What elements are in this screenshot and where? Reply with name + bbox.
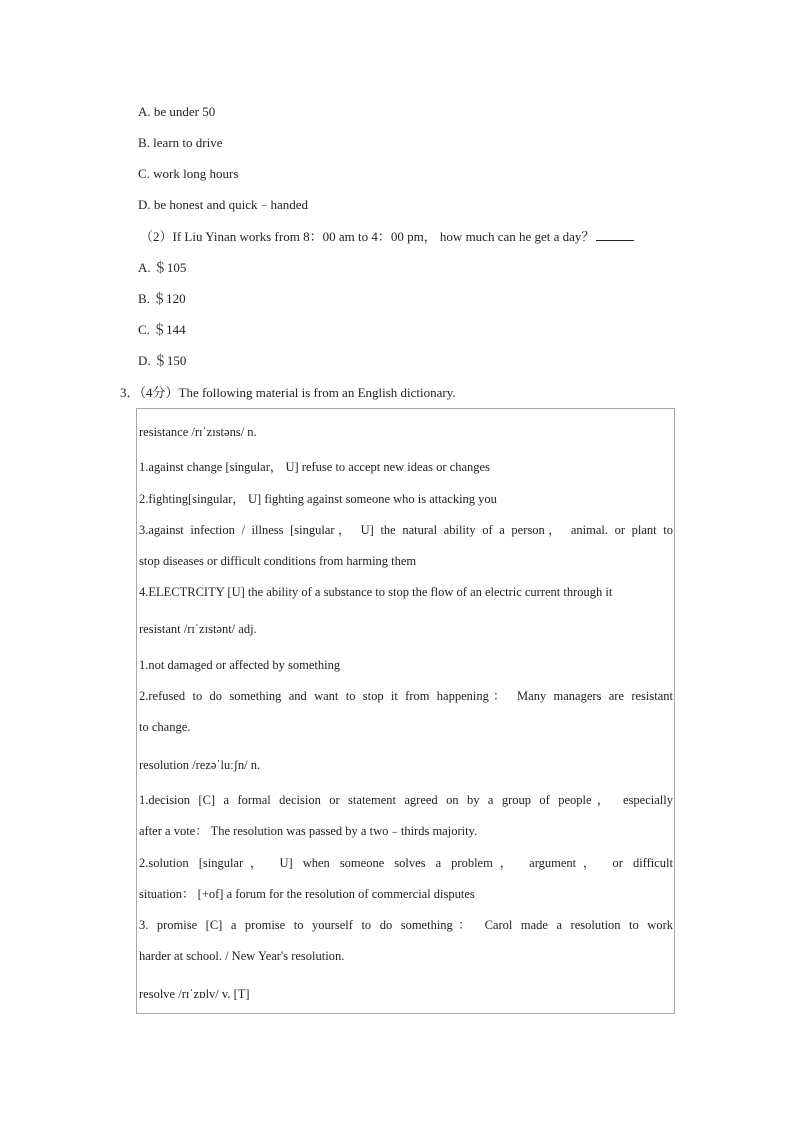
option-d: D. ＄150: [138, 353, 187, 368]
question-number: 3．: [120, 385, 140, 400]
entry-resistance-sense-2: 2.fighting[singular， U] fighting against someone who is attacking you: [139, 492, 497, 506]
entry-resistant-sense-2-cont: to change.: [139, 720, 191, 734]
option-b: B. learn to drive: [138, 135, 223, 150]
question-3-header: [120, 384, 456, 402]
entry-resolution-headword: resolution /rezəˈluːʃn/ n.: [139, 758, 261, 772]
sub-question-2-text: （2）If Liu Yinan works from 8：00 am to 4：00 pm， how much can he get a day？: [140, 229, 595, 244]
question-3-instruction: （4分）The following material is from an English dictionary.: [139, 385, 456, 400]
sub-question-2: [140, 228, 634, 246]
option-a: A. be under 50: [138, 104, 216, 119]
option-c: C. ＄144: [138, 322, 186, 337]
option-d: D. be honest and quick﹣handed: [138, 197, 309, 212]
entry-resistant-sense-2: 2.refused to do something and want to stop it from happening： Many managers are resistant: [139, 689, 673, 703]
entry-resistant-sense-1: 1.not damaged or affected by something: [139, 658, 341, 672]
entry-resistance-sense-3: 3.against infection / illness [singular， U] the natural ability of a person， animal. or plant to: [139, 523, 673, 537]
entry-resistance-sense-1: 1.against change [singular， U] refuse to accept new ideas or changes: [139, 460, 490, 474]
entry-resistance-sense-4: 4.ELECTRCITY [U] the ability of a substance to stop the flow of an electric current through it: [139, 585, 613, 599]
entry-resistant-headword: resistant /rɪˈzɪstənt/ adj.: [139, 622, 257, 636]
entry-resolution-sense-2: 2.solution [singular， U] when someone solves a problem， argument， or difficult: [139, 856, 673, 870]
entry-resolve-headword: resolve /rɪˈzɒlv/ v. [T]: [139, 987, 250, 1001]
entry-resistance-headword: resistance /rɪˈzɪstəns/ n.: [139, 425, 257, 439]
entry-resolution-sense-1-cont: after a vote： The resolution was passed by a two﹣thirds majority.: [139, 824, 478, 838]
entry-resistance-sense-3-cont: stop diseases or difficult conditions from harming them: [139, 554, 417, 568]
entry-resolution-sense-2-cont: situation： [+of] a forum for the resolution of commercial disputes: [139, 887, 475, 901]
entry-resolution-sense-1: 1.decision [C] a formal decision or statement agreed on by a group of people， especially: [139, 793, 673, 807]
option-a: A. ＄105: [138, 260, 187, 275]
option-b: B. ＄120: [138, 291, 186, 306]
answer-blank[interactable]: [596, 228, 634, 241]
entry-resolution-sense-3: 3. promise [C] a promise to yourself to do something： Carol made a resolution to work: [139, 918, 673, 932]
entry-resolution-sense-3-cont: harder at school. / New Year's resolution.: [139, 949, 345, 963]
option-c: C. work long hours: [138, 166, 239, 181]
